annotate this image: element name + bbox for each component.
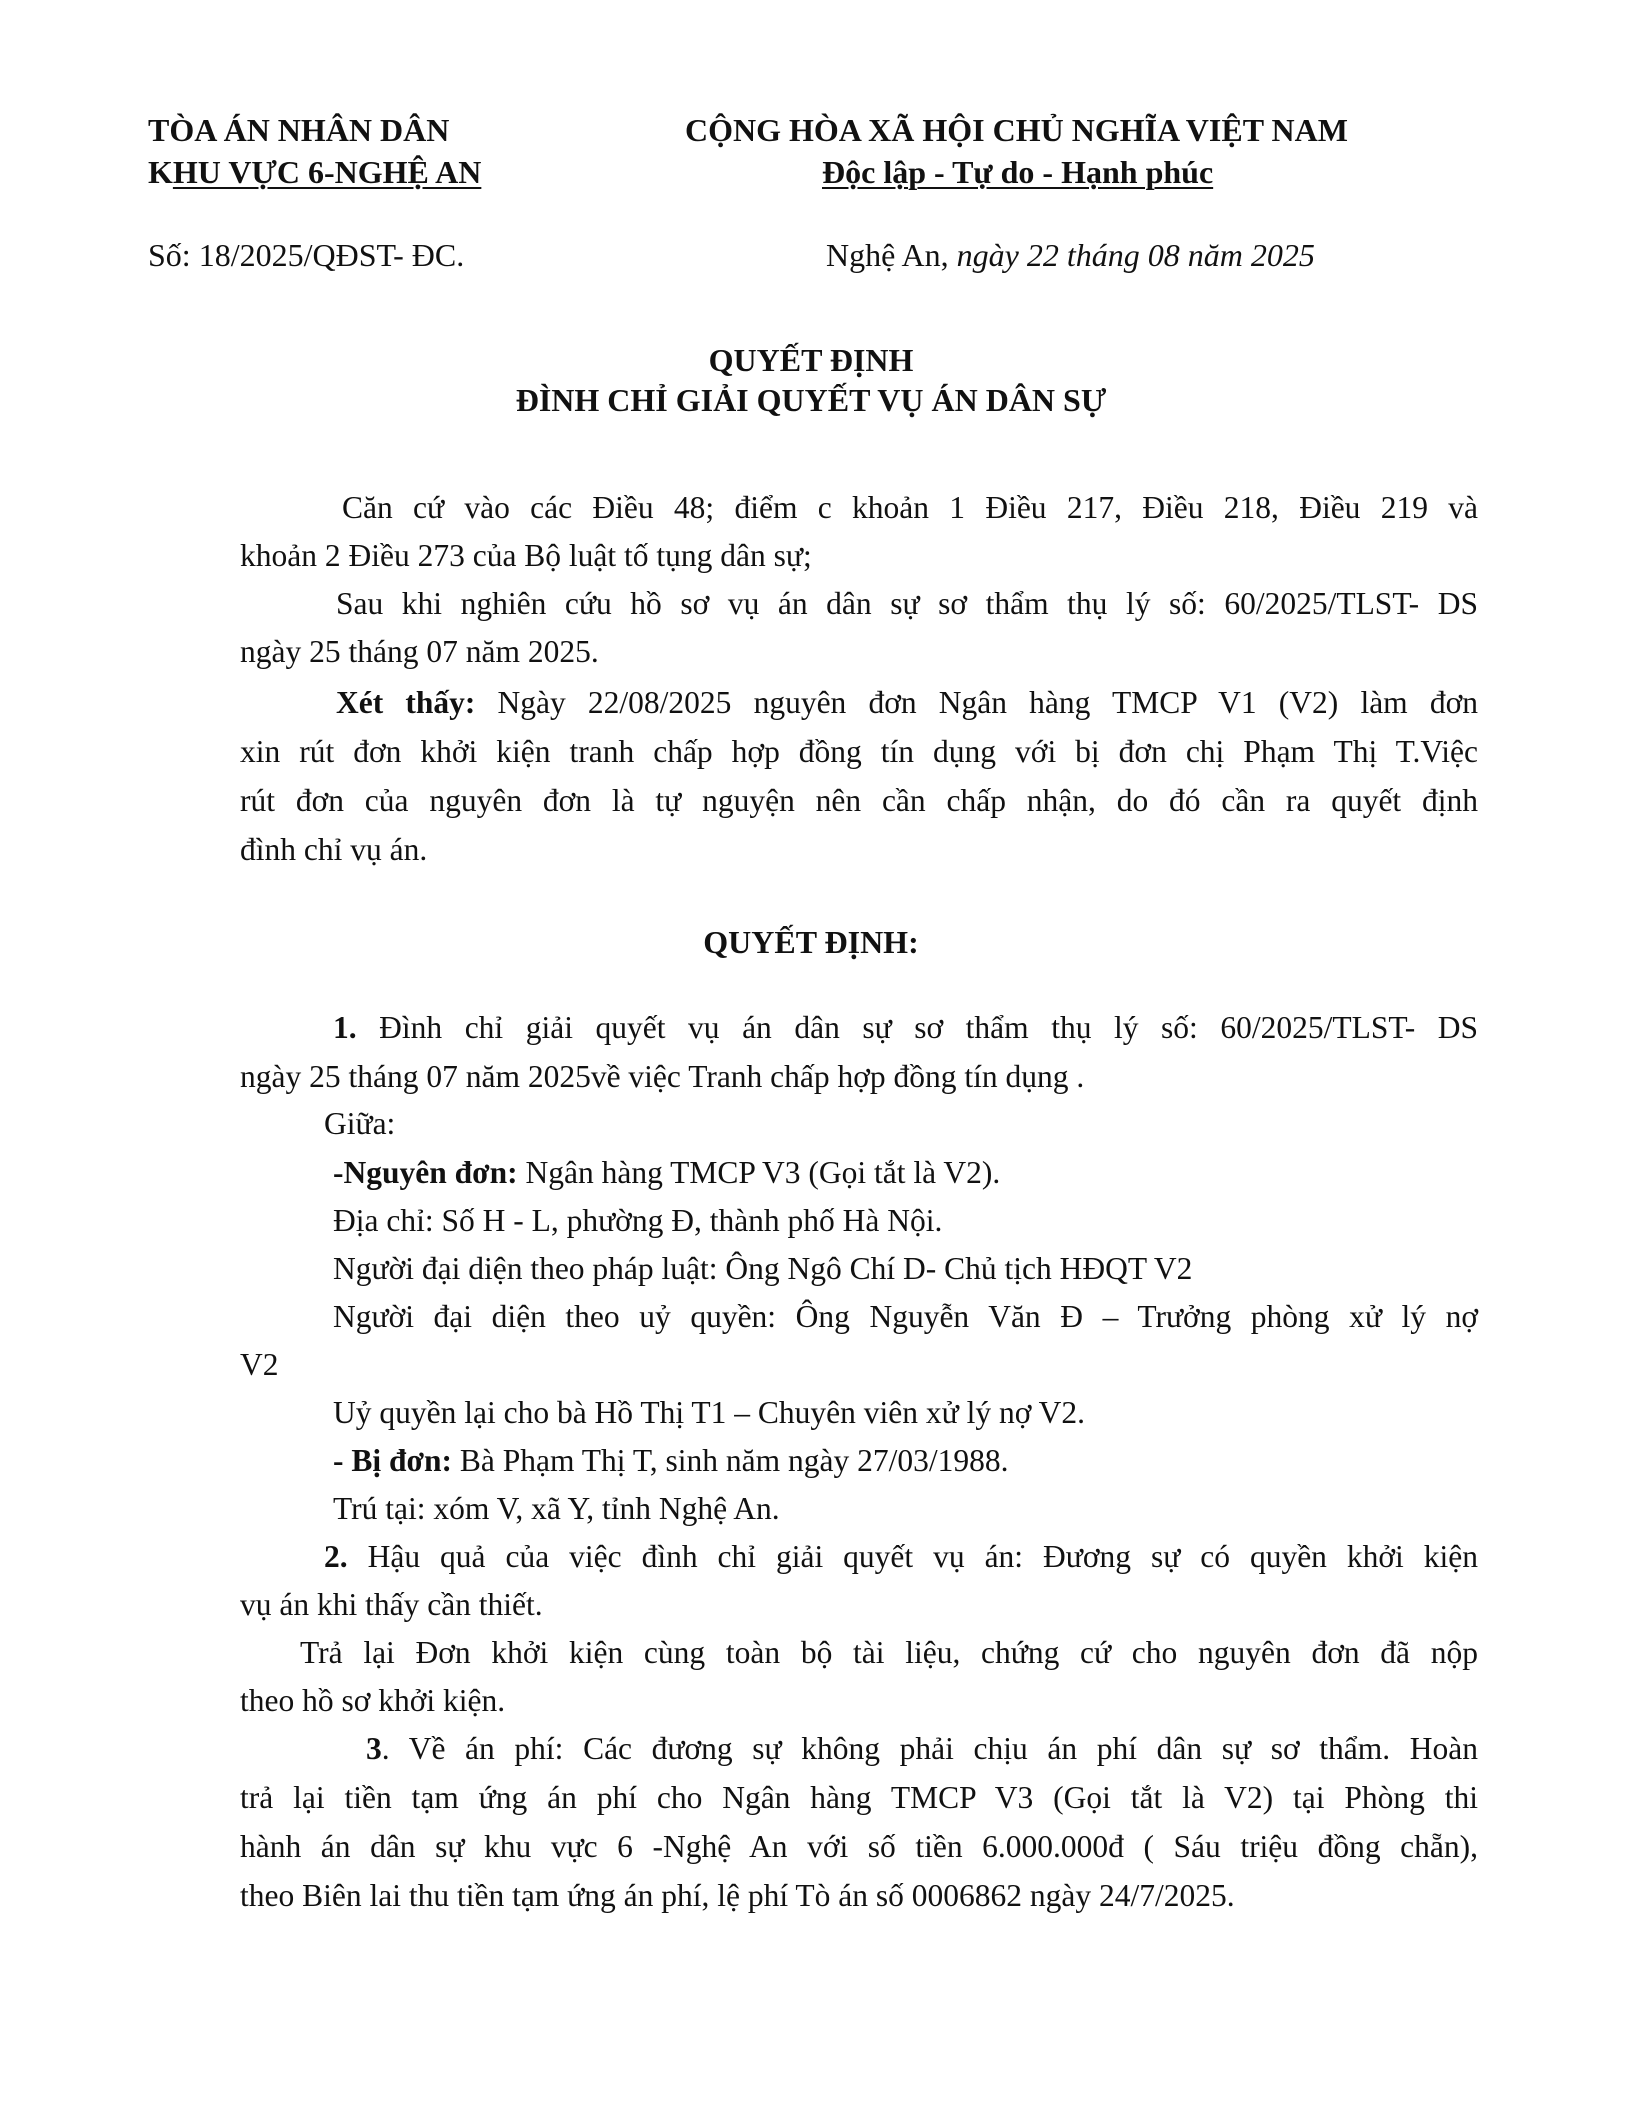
- authorized-representative-line2: V2: [240, 1347, 279, 1382]
- national-motto: Độc lập - Tự do - Hạnh phúc: [822, 154, 1214, 190]
- sub-authorization: Uỷ quyền lại cho bà Hồ Thị T1 – Chuyên viên xử lý nợ V2.: [333, 1395, 1086, 1430]
- finding-text: Ngày 22/08/2025 nguyên đơn Ngân hàng TMCP V1 (V2) làm đơn: [475, 685, 1478, 720]
- return-documents-line2: theo hồ sơ khởi kiện.: [240, 1683, 506, 1718]
- case-review-line2: ngày 25 tháng 07 năm 2025.: [240, 634, 599, 669]
- return-documents-line1: Trả lại Đơn khởi kiện cùng toàn bộ tài liệu, chứng cứ cho nguyên đơn đã nộp: [300, 1635, 1478, 1670]
- item2-line1: [324, 1537, 1478, 1577]
- court-region-first-letter: K: [148, 154, 173, 190]
- item3-number: 3: [366, 1731, 382, 1766]
- item2-number: 2.: [324, 1539, 348, 1574]
- country-name: CỘNG HÒA XÃ HỘI CHỦ NGHĨA VIỆT NAM: [685, 112, 1348, 148]
- item1-line2: ngày 25 tháng 07 năm 2025về việc Tranh chấp hợp đồng tín dụng .: [240, 1059, 1085, 1094]
- legal-basis-line1: Căn cứ vào các Điều 48; điểm c khoản 1 Điều 217, Điều 218, Điều 219 và: [342, 490, 1478, 525]
- plaintiff: [333, 1153, 1000, 1193]
- document-title: QUYẾT ĐỊNH: [708, 342, 914, 378]
- item3-line3: hành án dân sự khu vực 6 -Nghệ An với số tiền 6.000.000đ ( Sáu triệu đồng chẵn),: [240, 1829, 1478, 1864]
- item1-number: 1.: [333, 1010, 357, 1045]
- defendant-label: - Bị đơn:: [333, 1443, 452, 1478]
- finding-label: Xét thấy:: [336, 685, 476, 720]
- defendant: [333, 1441, 1008, 1481]
- plaintiff-address: Địa chỉ: Số H - L, phường Đ, thành phố Hà Nội.: [333, 1203, 943, 1238]
- item2-line2: vụ án khi thấy cần thiết.: [240, 1587, 543, 1622]
- finding-line1: [336, 683, 1478, 723]
- document-number: Số: 18/2025/QĐST- ĐC.: [148, 237, 465, 273]
- legal-basis-line2: khoản 2 Điều 273 của Bộ luật tố tụng dân sự;: [240, 538, 812, 573]
- between-label: Giữa:: [324, 1106, 396, 1141]
- item1-text: Đình chỉ giải quyết vụ án dân sự sơ thẩm thụ lý số: 60/2025/TLST- DS: [356, 1010, 1478, 1045]
- item1-line1: [333, 1008, 1478, 1048]
- finding-line2: xin rút đơn khởi kiện tranh chấp hợp đồng tín dụng với bị đơn chị Phạm Thị T.Việc: [240, 734, 1478, 769]
- document-subtitle: ĐÌNH CHỈ GIẢI QUYẾT VỤ ÁN DÂN SỰ: [515, 382, 1107, 418]
- plaintiff-label: -Nguyên đơn:: [333, 1155, 518, 1190]
- item2-text: Hậu quả của việc đình chỉ giải quyết vụ án: Đương sự có quyền khởi kiện: [347, 1539, 1478, 1574]
- defendant-residence: Trú tại: xóm V, xã Y, tỉnh Nghệ An.: [333, 1491, 780, 1526]
- item3-line2: trả lại tiền tạm ứng án phí cho Ngân hàng TMCP V3 (Gọi tắt là V2) tại Phòng thi: [240, 1780, 1478, 1815]
- finding-line4: đình chỉ vụ án.: [240, 832, 428, 867]
- legal-representative: Người đại diện theo pháp luật: Ông Ngô Chí D- Chủ tịch HĐQT V2: [333, 1251, 1193, 1286]
- finding-line3: rút đơn của nguyên đơn là tự nguyện nên cần chấp nhận, do đó cần ra quyết định: [240, 783, 1478, 818]
- plaintiff-name: Ngân hàng TMCP V3 (Gọi tắt là V2).: [517, 1155, 1001, 1190]
- document-place: Nghệ An,: [826, 237, 949, 273]
- item3-line4: theo Biên lai thu tiền tạm ứng án phí, lệ phí Tò án số 0006862 ngày 24/7/2025.: [240, 1878, 1235, 1913]
- item3-line1: [366, 1729, 1478, 1769]
- case-review-line1: Sau khi nghiên cứu hồ sơ vụ án dân sự sơ thẩm thụ lý số: 60/2025/TLST- DS: [336, 586, 1478, 621]
- court-name: TÒA ÁN NHÂN DÂN: [148, 112, 450, 148]
- court-region: [148, 152, 481, 192]
- court-region-rest: HU VỰC 6-NGHỆ AN: [172, 154, 482, 190]
- document-date-text: ngày 22 tháng 08 năm 2025: [956, 237, 1315, 273]
- item3-text: . Về án phí: Các đương sự không phải chịu án phí dân sự sơ thẩm. Hoàn: [381, 1731, 1478, 1766]
- decision-heading: QUYẾT ĐỊNH:: [703, 924, 919, 960]
- defendant-name: Bà Phạm Thị T, sinh năm ngày 27/03/1988.: [451, 1443, 1009, 1478]
- authorized-representative-line1: Người đại diện theo uỷ quyền: Ông Nguyễn Văn Đ – Trưởng phòng xử lý nợ: [333, 1299, 1478, 1334]
- document-date: [826, 235, 1315, 275]
